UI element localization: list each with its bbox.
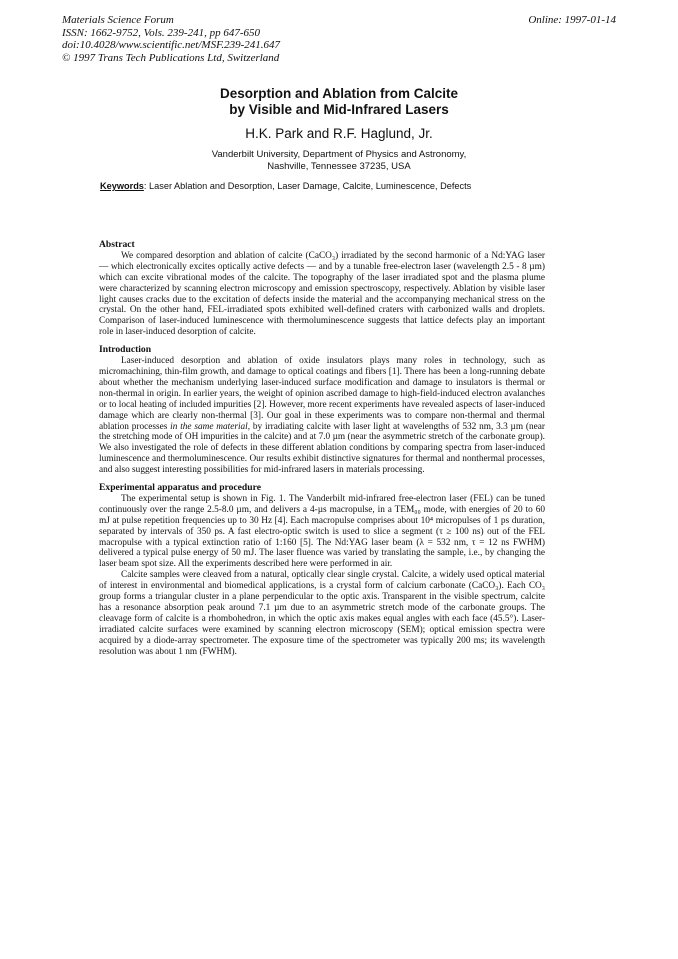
affiliation-line-1: Vanderbilt University, Department of Physics and Astronomy, — [211, 149, 467, 160]
issn-line: ISSN: 1662-9752, Vols. 239-241, pp 647-650 — [62, 26, 260, 39]
introduction-text-part-1: Laser-induced desorption and ablation of oxide insulators plays many roles in technology, such as micromachining, thin-film growth, and damage to optical coatings and fibers [1]. There has been a long-running debate about whether the mechanism underlying laser-induced surface modification and damage to insulators is thermal or non-thermal in origin. In earlier years, the weight of opinion ascribed damage to high-field-induced electron avalanches or to local heating of included impurities [2]. However, more recent experiments have revealed aspects of laser-induced damage which are clearly non-thermal [3]. Our goal in these experiments was to compare non-thermal and thermal ablation processes — [99, 356, 545, 432]
abstract-text: We compared desorption and ablation of calcite (CaCO₃) irradiated by the second harmonic of a Nd:YAG laser — which electronically excites optically active defects — and by a tunable free-electron laser (wavelength 2.5 - 8 µm) which can excite vibrational modes of the calcite. The topography of the laser irradiated spot and the plasma plume were characterized by scanning electron microscopy and emission spectroscopy, respectively. Ablation by visible laser light causes cracks due to the excitation of defects inside the material and the accompanying mechanical stress on the crystal. On the other hand, FEL-irradiated spots exhibited well-defined craters with carbonized walls and droplets. Comparison of laser-induced luminescence with thermoluminescence suggests that lattice defects play an important role in laser-induced desorption of calcite. — [99, 250, 545, 338]
keywords-label: Keywords — [100, 181, 144, 191]
introduction-text — [99, 356, 545, 476]
introduction-emphasis: in the same material, — [170, 421, 251, 432]
keywords — [100, 181, 580, 191]
experimental-paragraph-1: The experimental setup is shown in Fig. 1. The Vanderbilt mid-infrared free-electron laser (FEL) can be tuned continuously over the range 2.5-8.0 µm, and delivers a 4-µs macropulse, in a TEM₀₀ mode, with energies of 20 to 60 mJ at pulse repetition frequencies up to 30 Hz [4]. Each macropulse comprises about 10⁴ micropulses of 1 ps duration, separated by intervals of 350 ps. A fast electro-optic switch is used to slice a segment (τ ≥ 100 ns) out of the FEL macropulse with a typical extinction ratio of 1:160 [5]. The Nd:YAG laser beam (λ = 532 nm, τ = 12 ns FWHM) delivered a typical pulse energy of 50 mJ. The laser fluence was varied by translating the sample, i.e., by changing the laser beam spot size. All the experiments described here were performed in air. — [99, 493, 545, 570]
introduction-text-part-2: by irradiating calcite with laser light at wavelengths of 532 nm, 3.3 µm (near the stretching mode of OH impurities in the calcite) and at 7.0 µm (near the asymmetric stretch of the carbonate group). We also investigated the role of defects in these different ablation conditions by comparing spectra from laser-induced luminescence and thermoluminescence. Our results exhibit distinctive signatures for thermal and nonthermal processes, and also suggest interesting possibilities for mid-infrared lasers in materials processing. — [99, 421, 546, 476]
paper-title — [0, 86, 678, 118]
journal-header — [62, 14, 280, 64]
paper-body — [99, 240, 545, 658]
experimental-heading: Experimental apparatus and procedure — [99, 482, 261, 494]
doi-line: doi:10.4028/www.scientific.net/MSF.239-241.647 — [62, 39, 281, 51]
journal-name: Materials Science Forum — [62, 14, 174, 26]
affiliation-line-2: Nashville, Tennessee 37235, USA — [267, 161, 411, 172]
online-date: Online: 1997-01-14 — [528, 14, 616, 26]
copyright-line: © 1997 Trans Tech Publications Ltd, Switzerland — [62, 51, 280, 64]
keywords-text: : Laser Ablation and Desorption, Laser Damage, Calcite, Luminescence, Defects — [143, 181, 472, 191]
title-line-2: by Visible and Mid-Infrared Lasers — [229, 102, 449, 117]
affiliation — [0, 149, 678, 173]
title-line-1: Desorption and Ablation from Calcite — [219, 86, 459, 101]
authors: H.K. Park and R.F. Haglund, Jr. — [245, 126, 433, 141]
experimental-paragraph-2: Calcite samples were cleaved from a natural, optically clear single crystal. Calcite, a widely used optical material of interest in environmental and biomedical applications, is a crystal form of calcium carbonate (CaCO₃). Each CO₃ group forms a triangular cluster in a plane perpendicular to the optic axis. Transparent in the visible spectrum, calcite has a resonance absorption peak around 7.1 µm due to an asymmetric stretch mode of the carbonate groups. The cleavage form of calcite is a rhombohedron, in which the optic axis makes equal angles with each face (45.5°). Laser-irradiated calcite surfaces were examined by scanning electron microscopy (SEM); optical emission spectra were acquired by a diode-array spectrometer. The exposure time of the spectrometer was typically 200 ms; its wavelength resolution was about 1 nm (FWHM). — [99, 570, 545, 657]
introduction-heading: Introduction — [99, 344, 152, 356]
abstract-heading: Abstract — [99, 239, 135, 250]
